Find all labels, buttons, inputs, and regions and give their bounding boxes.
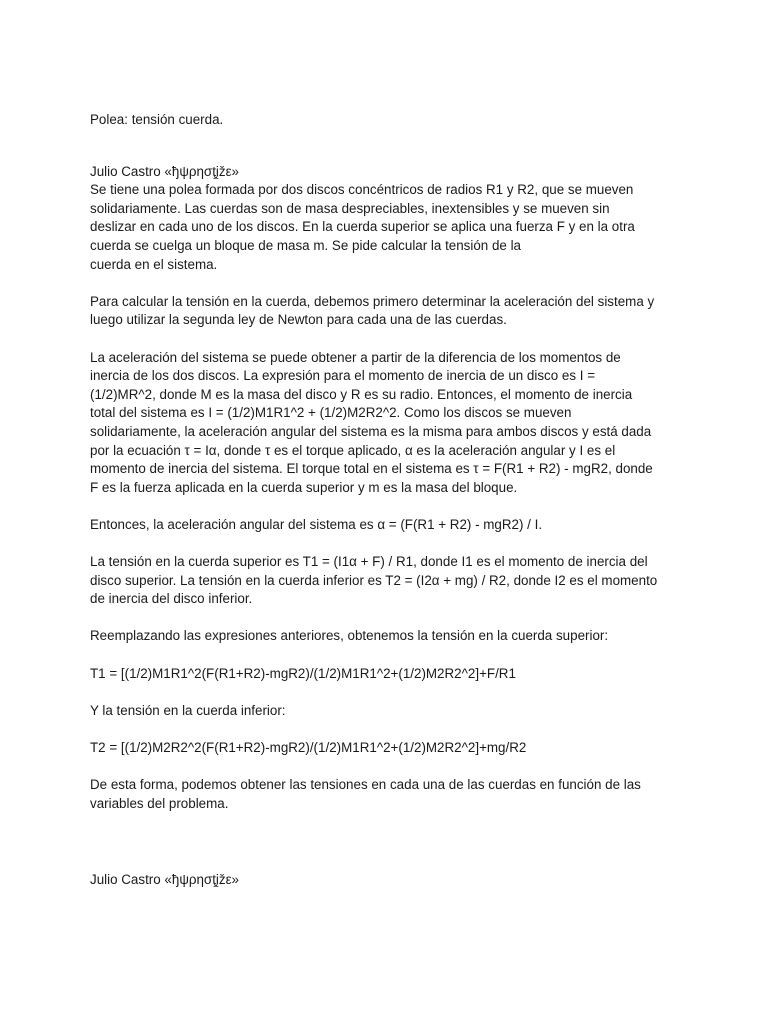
paragraph-angular-acceleration: Entonces, la aceleración angular del sistema es α = (F(R1 + R2) - mgR2) / I.	[90, 516, 543, 532]
paragraph-tensions: La tensión en la cuerda superior es T1 = (I1α + F) / R1, donde I1 es el momento de inercia del disco superior. La tensión en la cuerda inferior es T2 = (I2α + mg) / R2, donde I2 es el momento de inercia del disco inferior.	[90, 554, 658, 607]
document-title: Polea: tensión cuerda.	[90, 112, 224, 127]
equation-t1: T1 = [(1/2)M1R1^2(F(R1+R2)-mgR2)/(1/2)M1R1^2+(1/2)M2R2^2]+F/R1	[90, 665, 516, 681]
paragraph-substitution: Reemplazando las expresiones anteriores, obtenemos la tensión en la cuerda superior:	[90, 628, 609, 644]
paragraph-lower-tension: Y la tensión en la cuerda inferior:	[90, 702, 286, 718]
paragraph-acceleration: La aceleración del sistema se puede obtener a partir de la diferencia de los momentos de inercia de los dos discos. La expresión para el momento de inercia de un disco es I = (1/2)MR^2, donde M es la masa del disco y R es su radio. Entonces, el momento de inercia total del sistema es I = (1/2)M1R1^2 + (1/2)M2R2^2. Como los discos se mueven solidariamente, la aceleración angular del sistema es la misma para ambos discos y está dada por la ecuación τ = Iα, donde τ es el torque aplicado, α es la aceleración angular y I es el momento de inercia del sistema. El torque total en el sistema es τ = F(R1 + R2) - mgR2, donde F es la fuerza aplicada en la cuerda superior y m es la masa del bloque.	[90, 349, 653, 495]
equation-t2: T2 = [(1/2)M2R2^2(F(R1+R2)-mgR2)/(1/2)M1R1^2+(1/2)M2R2^2]+mg/R2	[90, 740, 527, 755]
footer-author: Julio Castro «ђψρησţįžε»	[90, 872, 239, 887]
paragraph-conclusion: De esta forma, podemos obtener las tensiones en cada una de las cuerdas en función de las variables del problema.	[90, 777, 641, 811]
paragraph-problem-statement: Se tiene una polea formada por dos discos concéntricos de radios R1 y R2, que se mueven solidariamente. Las cuerdas son de masa despreciables, inextensibles y se mueven sin deslizar en cada uno de los discos. En la cuerda superior se aplica una fuerza F y en la otra cuerda se cuelga un bloque de masa m. Se pide calcular la tensión de la cuerda en el sistema.	[90, 182, 635, 272]
paragraph-approach: Para calcular la tensión en la cuerda, debemos primero determinar la aceleración del sistema y luego utilizar la segunda ley de Newton para cada una de las cuerdas.	[90, 293, 655, 328]
document-body	[90, 111, 690, 813]
author-line: Julio Castro «ђψρησţįžε»	[90, 163, 239, 179]
